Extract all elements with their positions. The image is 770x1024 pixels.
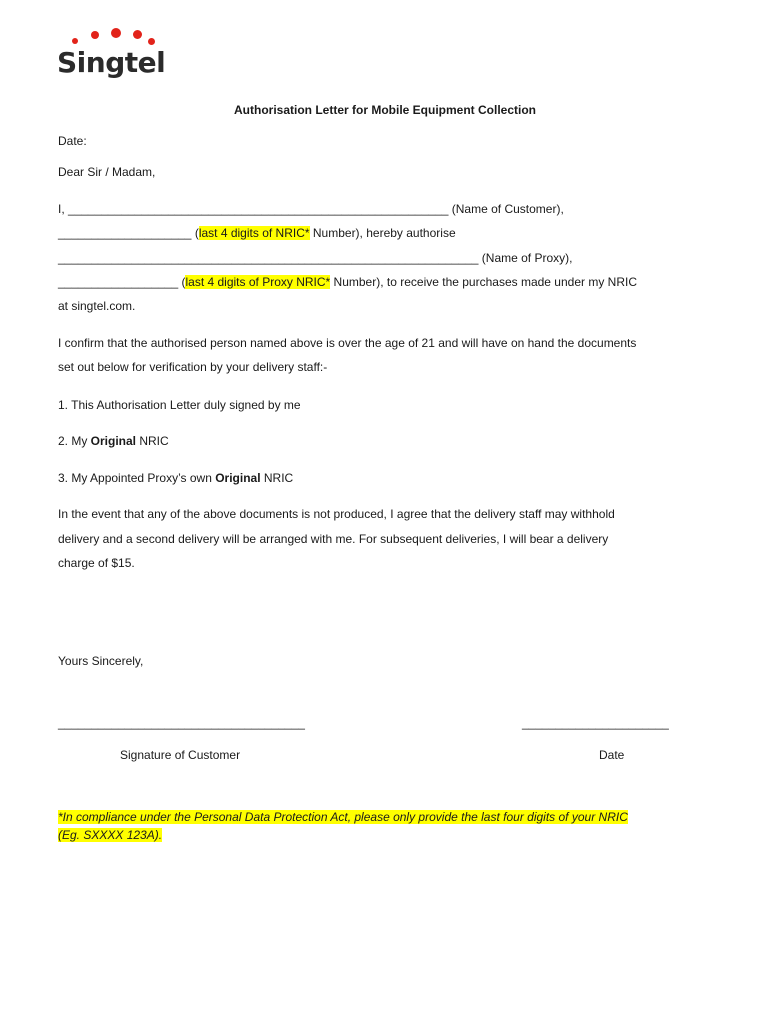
logo-dot bbox=[148, 38, 155, 45]
logo-dot bbox=[111, 28, 121, 38]
logo-dot bbox=[91, 31, 99, 39]
proxy-name-caption: (Name of Proxy), bbox=[478, 251, 573, 265]
customer-nric-caption: Number), hereby authorise bbox=[309, 226, 456, 240]
proxy-nric-caption: Number), to receive the purchases made under my NRIC bbox=[330, 275, 637, 289]
item-text: 2. My bbox=[58, 434, 91, 448]
footnote-text: (Eg. SXXXX 123A). bbox=[58, 828, 163, 842]
signature-label: Signature of Customer bbox=[120, 748, 241, 762]
highlight-nric: last 4 digits of NRIC* bbox=[198, 226, 310, 240]
item-bold: Original bbox=[215, 471, 261, 485]
proxy-nric-blank: __________________ bbox=[58, 275, 179, 289]
list-item-2 bbox=[58, 434, 169, 448]
item-text: NRIC bbox=[260, 471, 294, 485]
singtel-logo bbox=[56, 26, 168, 86]
confirm-line-2: set out below for verification by your delivery staff:- bbox=[58, 360, 328, 374]
customer-name-blank: _________________________________________________________ bbox=[68, 202, 449, 216]
proxy-name-line bbox=[58, 251, 572, 265]
paren-open: ( bbox=[191, 226, 199, 240]
paren-open: ( bbox=[178, 275, 186, 289]
item-text: 3. My Appointed Proxy’s own bbox=[58, 471, 216, 485]
customer-name-line bbox=[58, 202, 564, 216]
logo-dot bbox=[72, 38, 78, 44]
proxy-nric-line bbox=[58, 275, 637, 289]
item-text: NRIC bbox=[136, 434, 169, 448]
document-title: Authorisation Letter for Mobile Equipment Collection bbox=[234, 103, 536, 117]
confirm-line-1: I confirm that the authorised person named above is over the age of 21 and will have on hand the documents bbox=[58, 336, 637, 350]
event-line-1: In the event that any of the above documents is not produced, I agree that the delivery staff may withhold bbox=[58, 507, 615, 521]
customer-nric-blank: ____________________ bbox=[58, 226, 192, 240]
event-line-3: charge of $15. bbox=[58, 556, 135, 570]
highlight-proxy-nric: last 4 digits of Proxy NRIC* bbox=[185, 275, 331, 289]
footnote-line-1 bbox=[58, 810, 628, 824]
date-signature-line: ______________________ bbox=[522, 716, 669, 730]
logo-wordmark: Singtel bbox=[57, 46, 166, 79]
date-label: Date: bbox=[58, 134, 87, 148]
event-line-2: delivery and a second delivery will be arranged with me. For subsequent deliveries, I will bear a delivery bbox=[58, 532, 609, 546]
footnote-text: *In compliance under the Personal Data Protection Act, please only provide the last four digits of your NRIC bbox=[58, 810, 628, 824]
website-line: at singtel.com. bbox=[58, 299, 136, 313]
item-bold: Original bbox=[90, 434, 137, 448]
logo-dot bbox=[133, 30, 142, 39]
customer-name-caption: (Name of Customer), bbox=[448, 202, 564, 216]
list-item-1: 1. This Authorisation Letter duly signed by me bbox=[58, 398, 301, 412]
line-prefix: I, bbox=[58, 202, 69, 216]
proxy-name-blank: _______________________________________________________________ bbox=[58, 251, 479, 265]
salutation: Dear Sir / Madam, bbox=[58, 165, 156, 179]
customer-nric-line bbox=[58, 226, 456, 240]
date-signature-label: Date bbox=[599, 748, 625, 762]
closing: Yours Sincerely, bbox=[58, 654, 144, 668]
signature-line: _____________________________________ bbox=[58, 716, 305, 730]
footnote-line-2 bbox=[58, 828, 162, 842]
list-item-3 bbox=[58, 471, 293, 485]
